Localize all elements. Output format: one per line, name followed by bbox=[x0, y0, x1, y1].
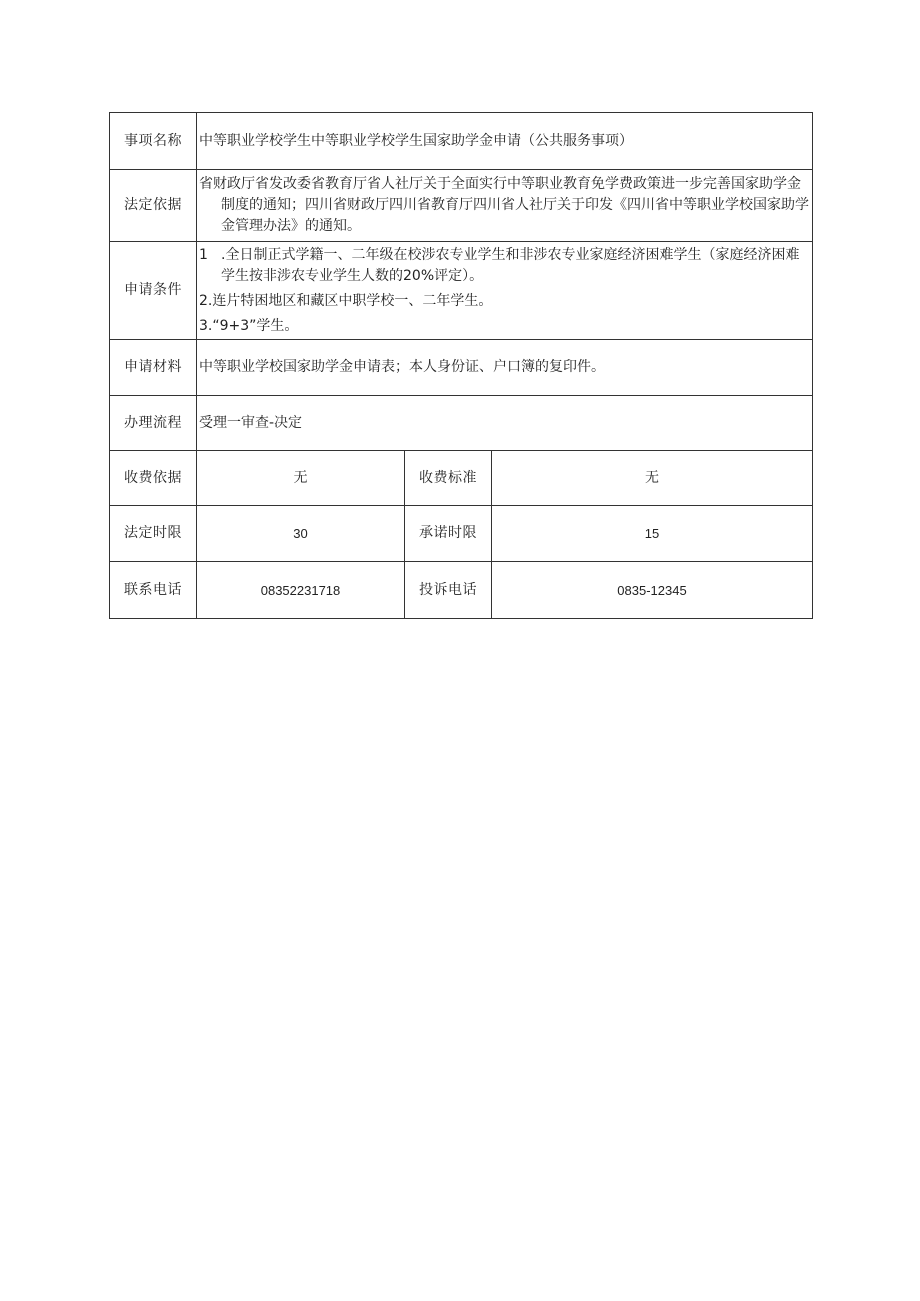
promised-time-limit-value: 15 bbox=[492, 506, 813, 562]
materials-label: 申请材料 bbox=[110, 340, 197, 396]
conditions-cell bbox=[197, 242, 813, 340]
promised-time-limit-label: 承诺时限 bbox=[405, 506, 492, 562]
condition-item-1-text: .全日制正式学籍一、二年级在校涉农专业学生和非涉农专业家庭经济困难学生（家庭经济困难学生按非涉农专业学生人数的20%评定）。 bbox=[221, 246, 800, 284]
materials-value: 中等职业学校国家助学金申请表；本人身份证、户口簿的复印件。 bbox=[197, 340, 813, 396]
service-info-table bbox=[109, 112, 813, 619]
fee-standard-value: 无 bbox=[492, 451, 813, 506]
legal-basis-cell bbox=[197, 170, 813, 242]
item-name-label: 事项名称 bbox=[110, 113, 197, 170]
condition-item-2: 2.连片特困地区和藏区中职学校一、二年学生。 bbox=[199, 292, 493, 309]
legal-basis-value: 省财政厅省发改委省教育厅省人社厅关于全面实行中等职业教育免学费政策进一步完善国家助学金制度的通知；四川省财政厅四川省教育厅四川省人社厅关于印发《四川省中等职业学校国家助学金管理办法》的通知。 bbox=[199, 176, 809, 234]
row-materials bbox=[110, 340, 813, 396]
row-conditions bbox=[110, 242, 813, 340]
contact-phone-label: 联系电话 bbox=[110, 562, 197, 619]
conditions-label: 申请条件 bbox=[110, 242, 197, 340]
row-fee bbox=[110, 451, 813, 506]
row-legal-basis bbox=[110, 170, 813, 242]
condition-item-1-number: 1 bbox=[199, 246, 208, 263]
row-phone bbox=[110, 562, 813, 619]
process-label: 办理流程 bbox=[110, 396, 197, 451]
legal-basis-label: 法定依据 bbox=[110, 170, 197, 242]
row-process bbox=[110, 396, 813, 451]
row-time-limit bbox=[110, 506, 813, 562]
fee-basis-value: 无 bbox=[197, 451, 405, 506]
row-item-name bbox=[110, 113, 813, 170]
process-value: 受理一审查-决定 bbox=[197, 396, 813, 451]
contact-phone-value: 08352231718 bbox=[197, 562, 405, 619]
fee-standard-label: 收费标准 bbox=[405, 451, 492, 506]
legal-time-limit-value: 30 bbox=[197, 506, 405, 562]
condition-item-1 bbox=[199, 245, 810, 287]
complaint-phone-label: 投诉电话 bbox=[405, 562, 492, 619]
complaint-phone-value: 0835-12345 bbox=[492, 562, 813, 619]
item-name-value: 中等职业学校学生中等职业学校学生国家助学金申请（公共服务事项） bbox=[197, 113, 813, 170]
legal-time-limit-label: 法定时限 bbox=[110, 506, 197, 562]
condition-item-3: 3.“9+3”学生。 bbox=[199, 317, 299, 334]
fee-basis-label: 收费依据 bbox=[110, 451, 197, 506]
